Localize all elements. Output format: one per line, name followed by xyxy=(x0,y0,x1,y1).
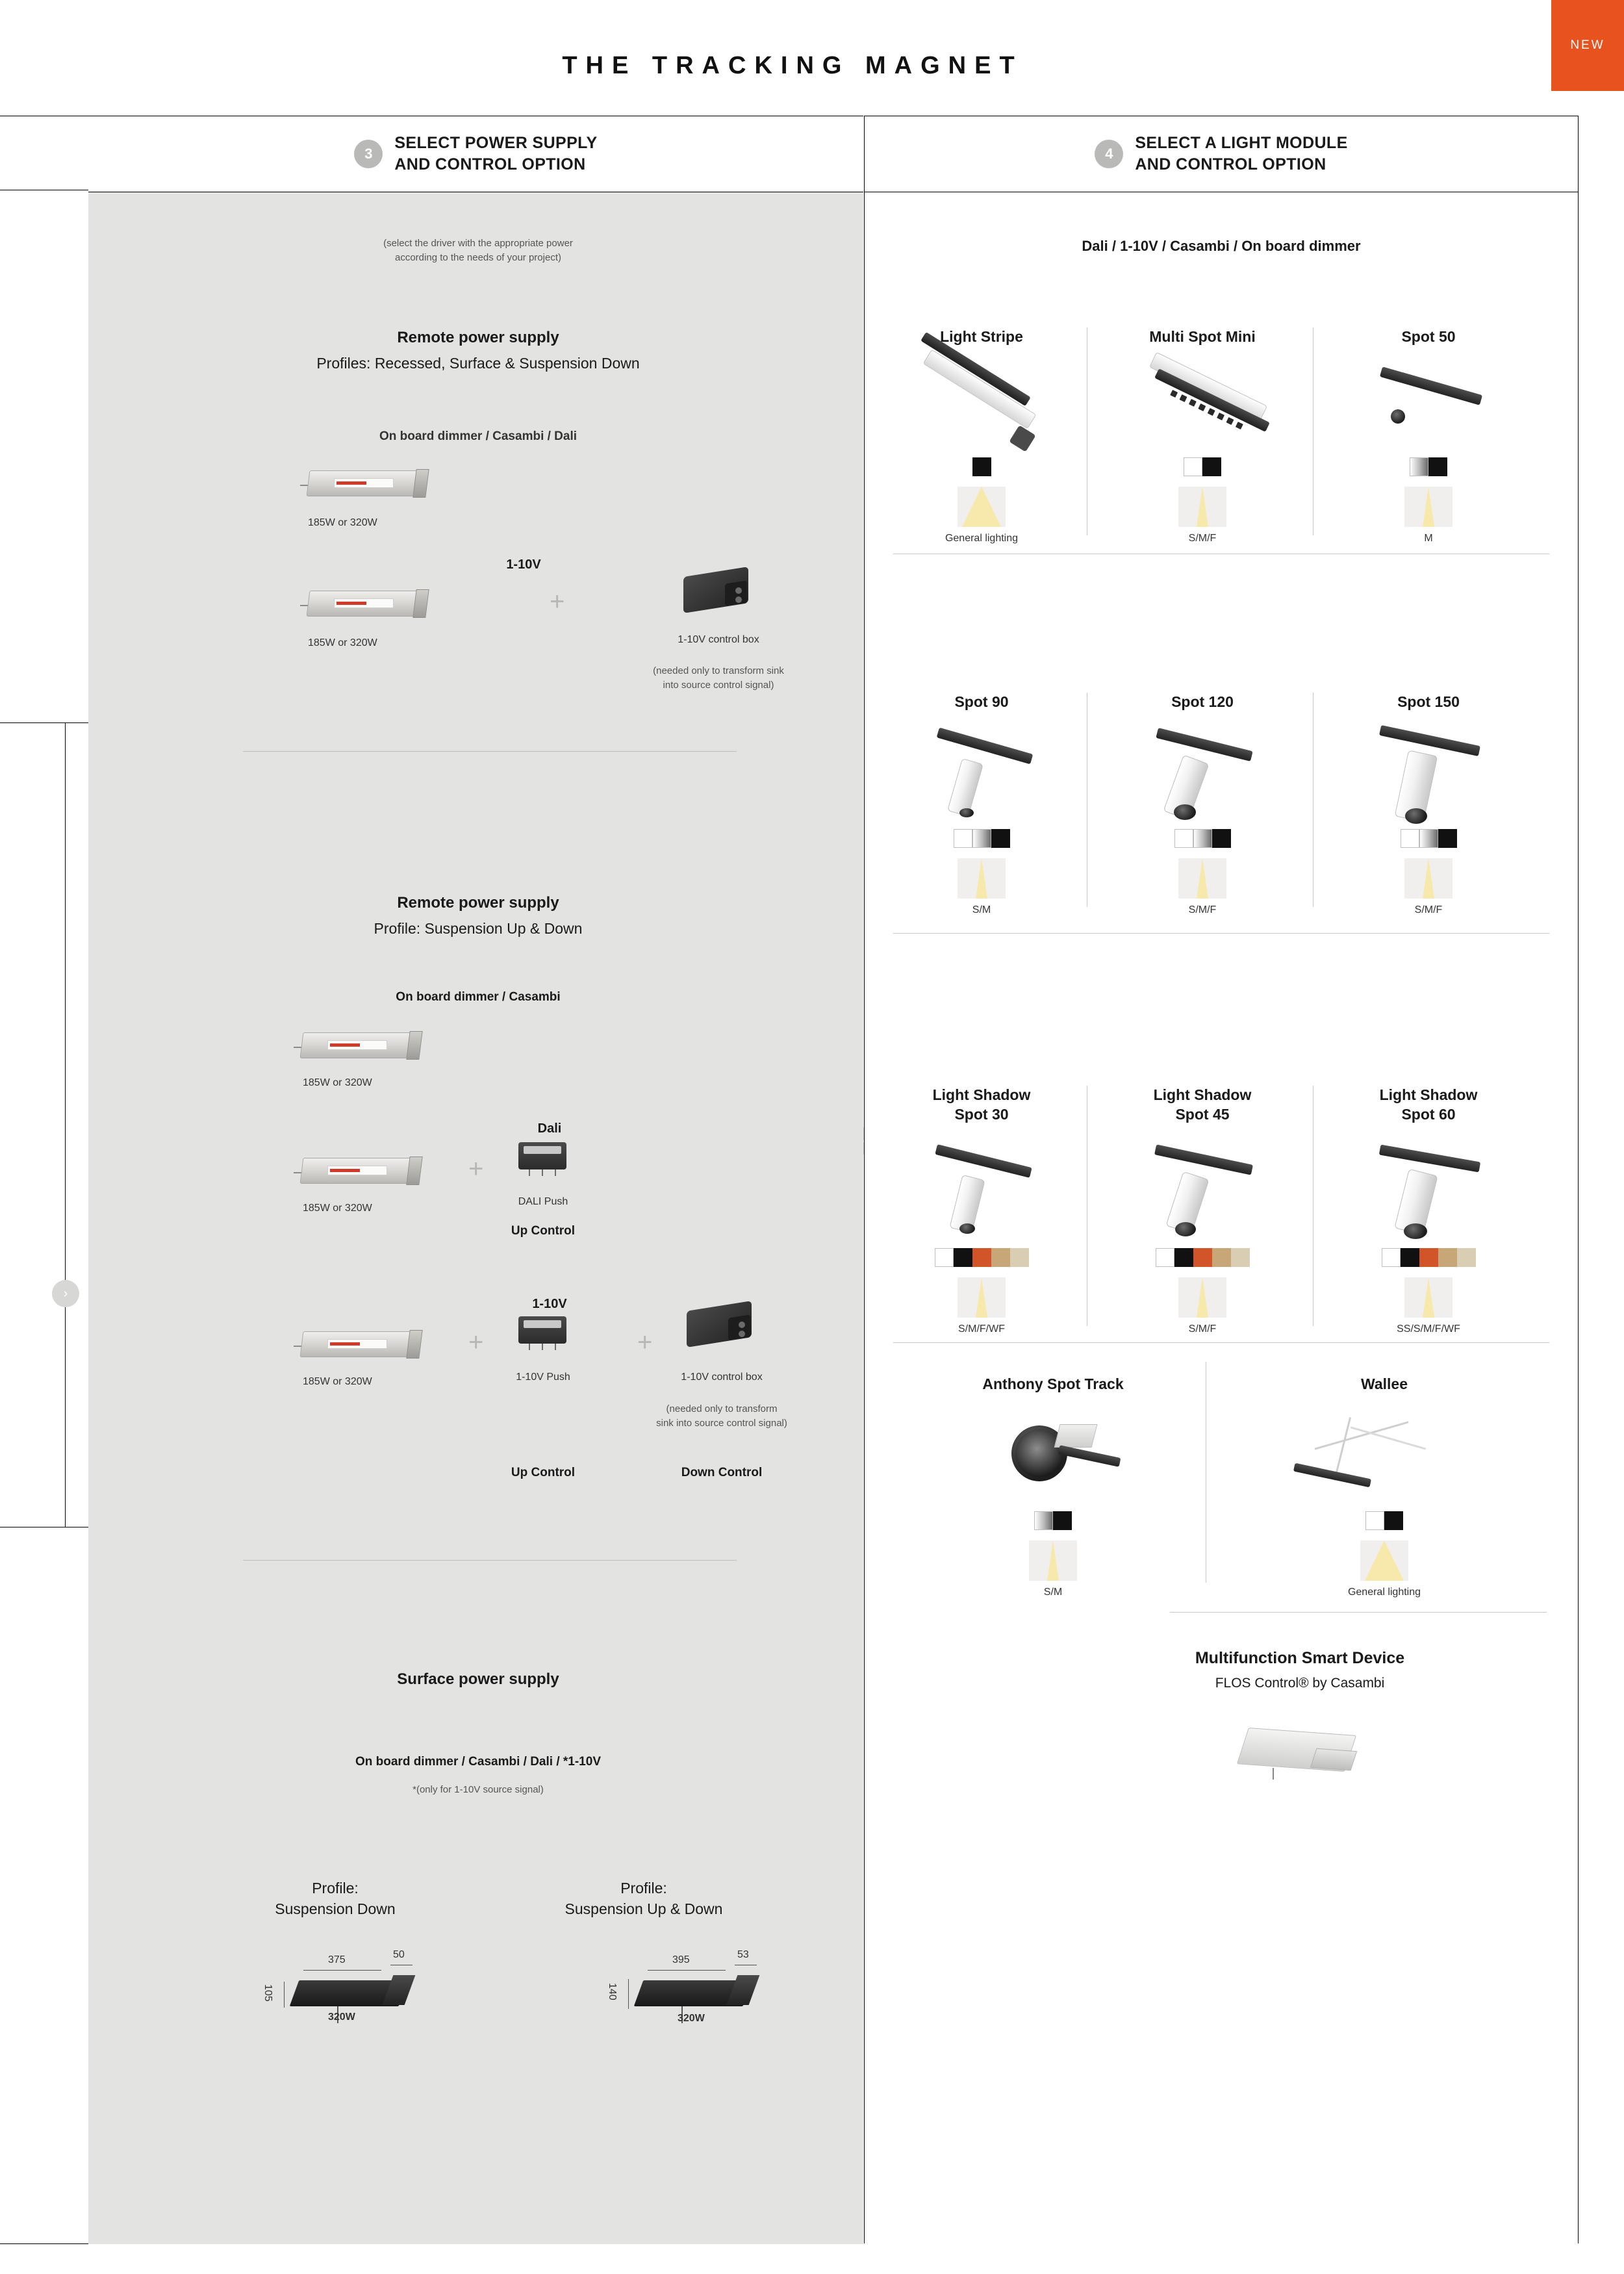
swatch-white[interactable] xyxy=(1401,829,1419,848)
page-title: THE TRACKING MAGNET xyxy=(562,52,1023,79)
module-name: Wallee xyxy=(1360,1375,1408,1392)
swatch-white[interactable] xyxy=(1365,1511,1384,1530)
module-finish-swatches[interactable] xyxy=(1098,1248,1306,1267)
swatch-black[interactable] xyxy=(1384,1511,1403,1530)
surface-supply-title: Surface power supply xyxy=(397,1670,559,1688)
module-card-light-shadow-spot-45[interactable] xyxy=(1098,1086,1306,1335)
module-name: Light Stripe xyxy=(940,328,1023,345)
beam-caption: M xyxy=(1424,532,1433,544)
swatch-gradient[interactable] xyxy=(1410,457,1428,476)
swatch-white[interactable] xyxy=(1382,1248,1401,1267)
plus-sign-1: + xyxy=(550,587,565,616)
remote-supply-1-title: Remote power supply Profiles: Recessed, Surface & Suspension Down xyxy=(316,329,640,372)
control-box-1-10v-a xyxy=(679,563,755,621)
down-control-label: Down Control xyxy=(681,1466,763,1479)
smart-device-illustration xyxy=(1215,1708,1384,1806)
module-card-spot-50[interactable] xyxy=(1325,327,1532,544)
surface-right-drawing xyxy=(605,1947,800,2044)
swatch-black[interactable] xyxy=(1428,457,1447,476)
beam-diagram xyxy=(1404,858,1453,899)
swatch-gold[interactable] xyxy=(991,1248,1010,1267)
swatch-black[interactable] xyxy=(972,457,991,476)
beam-caption: General lighting xyxy=(1347,1586,1421,1598)
spine-vline-inner xyxy=(65,722,66,1527)
step-4-header xyxy=(865,116,1578,192)
beam-diagram xyxy=(1360,1540,1408,1581)
driver-d-label: 185W or 320W xyxy=(303,1203,372,1214)
beam-diagram xyxy=(1404,1277,1453,1318)
up-control-label-2: Up Control xyxy=(511,1466,576,1479)
group2-control-label: On board dimmer / Casambi xyxy=(396,990,561,1004)
swatch-black[interactable] xyxy=(954,1248,972,1267)
module-card-anthony-spot-track[interactable] xyxy=(930,1375,1176,1598)
beam-caption: S/M xyxy=(972,904,991,915)
new-badge: NEW xyxy=(1551,0,1624,91)
module-card-wallee[interactable] xyxy=(1261,1375,1508,1598)
driver-185-320-e xyxy=(301,1326,425,1362)
plus-sign-2: + xyxy=(468,1155,484,1183)
swatch-white[interactable] xyxy=(935,1248,954,1267)
module-name: Light Shadow Spot 30 xyxy=(932,1086,1031,1123)
module-finish-swatches[interactable] xyxy=(878,457,1085,476)
wallee-illustration xyxy=(1287,1394,1482,1511)
step-4-controls-line: Dali / 1-10V / Casambi / On board dimmer xyxy=(1082,238,1361,254)
anthony-spot-track-illustration xyxy=(956,1394,1150,1511)
swatch-black[interactable] xyxy=(1202,457,1221,476)
swatch-white[interactable] xyxy=(1156,1248,1174,1267)
driver-illustration xyxy=(308,465,431,502)
swatch-black[interactable] xyxy=(991,829,1010,848)
swatch-orange[interactable] xyxy=(1419,1248,1438,1267)
remote-supply-2-title: Remote power supply Profile: Suspension Up & Down xyxy=(374,894,583,937)
swatch-sand[interactable] xyxy=(1457,1248,1476,1267)
spine-rule-bottom xyxy=(0,2243,88,2244)
module-name: Spot 90 xyxy=(954,693,1009,710)
group2-dali-title: Dali xyxy=(537,1121,562,1136)
dali-push-label: DALI Push xyxy=(518,1196,568,1207)
driver-a-label: 185W or 320W xyxy=(308,517,377,528)
control-box-illustration xyxy=(683,1297,758,1355)
push-1-10v-label: 1-10V Push xyxy=(516,1372,570,1383)
dim-end-right: 53 xyxy=(737,1949,749,1960)
driver-illustration xyxy=(301,1027,425,1064)
control-box-a-note: (needed only to transform sink into source control signal) xyxy=(653,665,784,691)
module-name: Light Shadow Spot 60 xyxy=(1379,1086,1478,1123)
module-finish-swatches[interactable] xyxy=(1098,829,1306,848)
step-3-column xyxy=(88,116,863,2243)
group3-note: *(only for 1-10V source signal) xyxy=(412,1784,544,1795)
surface-right-profile: Profile: Suspension Up & Down xyxy=(565,1880,723,1917)
driver-illustration xyxy=(301,1326,425,1362)
swatch-orange[interactable] xyxy=(972,1248,991,1267)
beam-caption: General lighting xyxy=(945,532,1019,544)
group3-control-label: On board dimmer / Casambi / Dali / *1-10V xyxy=(355,1755,601,1769)
swatch-white[interactable] xyxy=(954,829,972,848)
surface-left-profile: Profile: Suspension Down xyxy=(275,1880,396,1917)
step-4-column xyxy=(864,116,1579,2243)
driver-selection-note: (select the driver with the appropriate power according to the needs of your project) xyxy=(383,238,573,263)
step-3-body xyxy=(88,192,863,2244)
spine-rule-3 xyxy=(0,722,88,723)
multi-spot-mini-illustration xyxy=(1124,347,1280,457)
module-name: Spot 50 xyxy=(1401,328,1456,345)
beam-diagram xyxy=(1404,487,1453,527)
spot-50-illustration xyxy=(1351,347,1506,457)
module-name: Multi Spot Mini xyxy=(1149,328,1256,345)
beam-caption: S/M xyxy=(1043,1586,1063,1598)
beam-caption: S/M/F xyxy=(1188,532,1217,544)
module-name: Anthony Spot Track xyxy=(982,1375,1124,1392)
module-card-light-shadow-spot-60[interactable] xyxy=(1325,1086,1532,1335)
module-finish-swatches[interactable] xyxy=(1325,1248,1532,1267)
module-card-spot-150[interactable] xyxy=(1325,693,1532,916)
dim-height-left: 105 xyxy=(262,1984,273,2002)
spot-150-illustration xyxy=(1351,712,1506,829)
beam-diagram xyxy=(958,858,1006,899)
module-finish-swatches[interactable] xyxy=(878,1248,1085,1267)
dali-push-module xyxy=(518,1136,566,1176)
swatch-black[interactable] xyxy=(1053,1511,1072,1530)
page-header xyxy=(0,0,1624,116)
module-finish-swatches[interactable] xyxy=(1098,457,1306,476)
swatch-black[interactable] xyxy=(1174,1248,1193,1267)
module-name: Spot 150 xyxy=(1397,693,1460,710)
beam-caption: S/M/F/WF xyxy=(958,1323,1005,1335)
prev-page-arrow[interactable]: › xyxy=(52,1280,79,1307)
module-card-light-stripe[interactable] xyxy=(878,327,1085,544)
push-module-illustration xyxy=(518,1310,566,1350)
driver-illustration xyxy=(308,585,431,622)
module-finish-swatches[interactable] xyxy=(930,1511,1176,1530)
swatch-gold[interactable] xyxy=(1212,1248,1231,1267)
beam-diagram xyxy=(958,487,1006,527)
module-card-multi-spot-mini[interactable] xyxy=(1098,327,1306,544)
dim-end-left: 50 xyxy=(393,1949,405,1960)
plus-sign-3: + xyxy=(468,1328,484,1357)
swatch-gradient[interactable] xyxy=(972,829,991,848)
surface-left-drawing xyxy=(260,1947,455,2044)
smart-device-title: Multifunction Smart Device xyxy=(1195,1649,1405,1667)
module-card-spot-90[interactable] xyxy=(878,693,1085,916)
push-module-illustration xyxy=(518,1136,566,1176)
module-finish-swatches[interactable] xyxy=(1261,1511,1508,1530)
step-4-title: SELECT A LIGHT MODULE AND CONTROL OPTION xyxy=(1135,134,1348,173)
spot-90-illustration xyxy=(904,712,1059,829)
beam-diagram xyxy=(958,1277,1006,1318)
driver-185-320-c xyxy=(301,1027,425,1064)
driver-e-label: 185W or 320W xyxy=(303,1376,372,1387)
swatch-sand[interactable] xyxy=(1231,1248,1250,1267)
driver-c-label: 185W or 320W xyxy=(303,1077,372,1088)
beam-diagram xyxy=(1029,1540,1077,1581)
light-stripe-illustration xyxy=(904,347,1059,457)
driver-b-label: 185W or 320W xyxy=(308,637,377,648)
dim-height-right: 140 xyxy=(607,1983,618,2000)
beam-caption: S/M/F xyxy=(1188,1323,1217,1335)
group1-1-10v-title: 1-10V xyxy=(506,557,541,572)
step-4-badge: 4 xyxy=(1095,140,1123,168)
light-shadow-45-illustration xyxy=(1124,1125,1280,1248)
module-card-spot-120[interactable] xyxy=(1098,693,1306,916)
swatch-black[interactable] xyxy=(1438,829,1457,848)
control-box-b-label: 1-10V control box xyxy=(681,1372,763,1383)
control-box-b-note: (needed only to transform sink into source control signal) xyxy=(656,1403,787,1429)
group2-1-10v-title: 1-10V xyxy=(532,1297,567,1311)
beam-diagram xyxy=(1178,858,1226,899)
smart-device-subtitle: FLOS Control® by Casambi xyxy=(1215,1675,1385,1691)
plus-sign-4: + xyxy=(637,1328,653,1357)
control-box-illustration xyxy=(679,563,755,621)
beam-diagram xyxy=(1178,487,1226,527)
swatch-sand[interactable] xyxy=(1010,1248,1029,1267)
module-card-light-shadow-spot-30[interactable] xyxy=(878,1086,1085,1335)
beam-caption: SS/S/M/F/WF xyxy=(1397,1323,1460,1335)
driver-185-320-a xyxy=(308,465,431,502)
swatch-black[interactable] xyxy=(1212,829,1231,848)
swatch-black[interactable] xyxy=(1401,1248,1419,1267)
group-divider-2 xyxy=(243,1560,737,1561)
swatch-gradient[interactable] xyxy=(1034,1511,1053,1530)
driver-illustration xyxy=(301,1153,425,1189)
dimension-drawing xyxy=(260,1947,455,2044)
beam-caption: S/M/F xyxy=(1188,904,1217,915)
driver-185-320-d xyxy=(301,1153,425,1189)
spot-120-illustration xyxy=(1124,712,1280,829)
group1-control-label: On board dimmer / Casambi / Dali xyxy=(379,429,577,443)
step-3-badge: 3 xyxy=(354,140,383,168)
step-4-body xyxy=(865,192,1578,2243)
light-shadow-60-illustration xyxy=(1351,1125,1506,1248)
smart-device-block[interactable] xyxy=(1098,1648,1501,1806)
light-shadow-30-illustration xyxy=(904,1125,1059,1248)
swatch-gradient[interactable] xyxy=(1419,829,1438,848)
beam-caption: S/M/F xyxy=(1414,904,1443,915)
swatch-white[interactable] xyxy=(1174,829,1193,848)
group-divider-1 xyxy=(243,751,737,752)
beam-diagram xyxy=(1178,1277,1226,1318)
push-1-10v-module xyxy=(518,1310,566,1350)
module-name: Light Shadow Spot 45 xyxy=(1153,1086,1252,1123)
dimension-drawing xyxy=(605,1947,800,2044)
control-box-1-10v-b xyxy=(683,1297,758,1355)
watt-left: 320W xyxy=(328,2012,355,2023)
row-divider-3 xyxy=(893,1342,1549,1343)
swatch-gradient[interactable] xyxy=(1193,829,1212,848)
dim-length-left: 375 xyxy=(328,1954,346,1965)
module-name: Spot 120 xyxy=(1171,693,1234,710)
module-finish-swatches[interactable] xyxy=(1325,457,1532,476)
row-divider-2 xyxy=(893,933,1549,934)
swatch-gold[interactable] xyxy=(1438,1248,1457,1267)
up-control-label-1: Up Control xyxy=(511,1224,576,1238)
swatch-orange[interactable] xyxy=(1193,1248,1212,1267)
swatch-white[interactable] xyxy=(1184,457,1202,476)
step-3-header xyxy=(88,116,863,192)
module-finish-swatches[interactable] xyxy=(1325,829,1532,848)
dim-length-right: 395 xyxy=(672,1954,690,1965)
row-divider-4 xyxy=(1170,1612,1547,1613)
watt-right: 320W xyxy=(678,2013,705,2024)
control-box-a-label: 1-10V control box xyxy=(678,634,759,645)
module-finish-swatches[interactable] xyxy=(878,829,1085,848)
driver-185-320-b xyxy=(308,585,431,622)
step-3-title: SELECT POWER SUPPLY AND CONTROL OPTION xyxy=(394,134,598,173)
